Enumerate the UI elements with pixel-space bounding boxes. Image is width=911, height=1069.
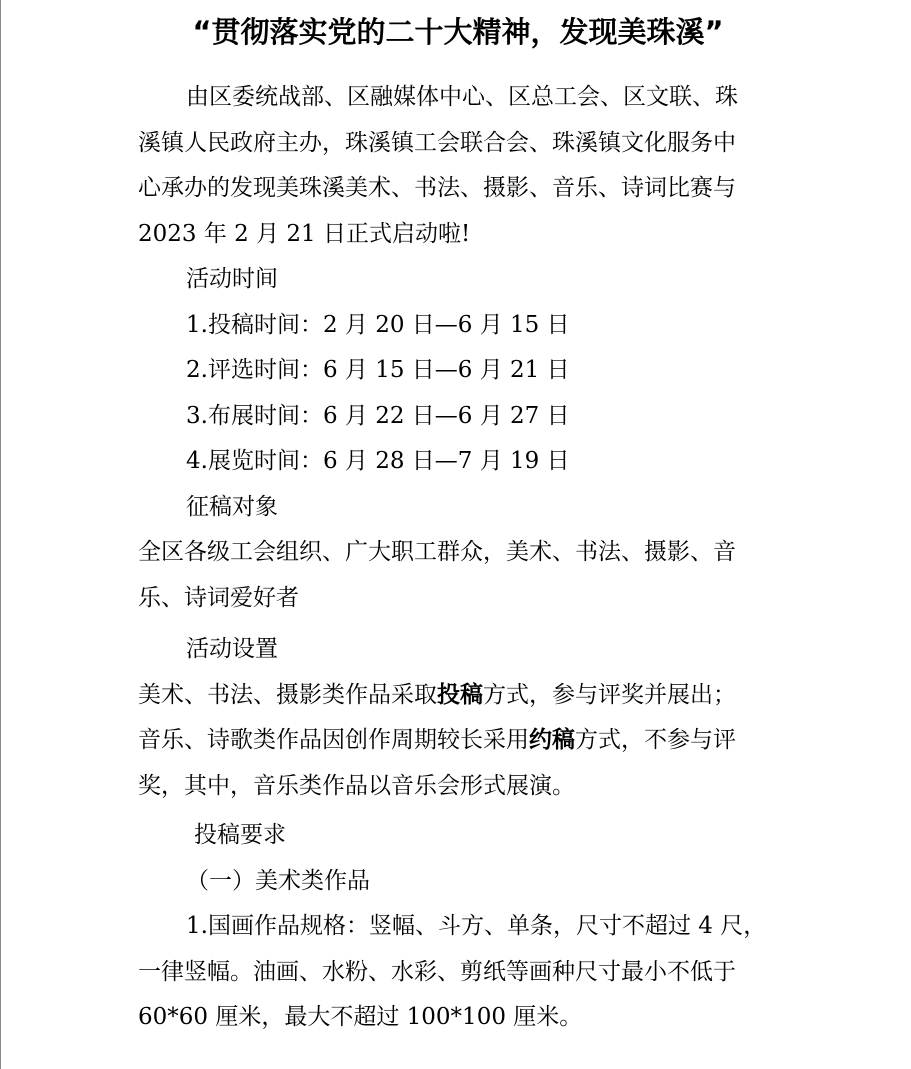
settings-text: 美术、书法、摄影类作品采取 [138,681,437,708]
schedule-item: 3.布展时间：6 月 22 日—6 月 27 日 [186,402,570,429]
schedule-item: 2.评选时间：6 月 15 日—6 月 21 日 [186,357,570,383]
intro-line: 溪镇人民政府主办，珠溪镇工会联合会、珠溪镇文化服务中 [138,129,736,156]
section-heading-settings: 活动设置 [186,636,278,662]
targets-line: 乐、诗词爱好者 [138,584,299,611]
requirements-section [138,813,778,1041]
settings-section [138,627,778,809]
settings-text: 方式，参与评奖并展出； [483,681,736,708]
settings-emphasis-submission: 投稿 [437,681,483,708]
schedule-section [138,257,778,485]
document-title: “贯彻落实党的二十大精神，发现美珠溪” [192,15,724,49]
intro-paragraph [138,75,778,257]
intro-line: 2023 年 2 月 21 日正式启动啦! [138,220,471,247]
settings-line [138,673,778,719]
settings-emphasis-commission: 约稿 [529,727,575,753]
document-page [138,0,778,1041]
targets-section [138,485,778,622]
schedule-item: 1.投稿时间：2 月 20 日—6 月 15 日 [186,311,570,338]
targets-line: 全区各级工会组织、广大职工群众，美术、书法、摄影、音 [138,539,736,565]
settings-line [138,718,778,764]
settings-text: 方式，不参与评 [575,727,736,753]
requirements-line: 1.国画作品规格：竖幅、斗方、单条，尺寸不超过 4 尺， [186,913,767,939]
page-edge-rule [0,0,1,1069]
requirements-line: 60*60 厘米，最大不超过 100*100 厘米。 [138,1004,583,1030]
settings-line: 奖，其中，音乐类作品以音乐会形式展演。 [138,772,575,799]
section-heading-schedule: 活动时间 [186,266,278,292]
section-heading-targets: 征稿对象 [186,493,278,520]
requirements-line: 一律竖幅。油画、水粉、水彩、剪纸等画种尺寸最小不低于 [138,958,736,985]
intro-line: 由区委统战部、区融媒体中心、区总工会、区文联、珠 [186,84,738,110]
subheading-art: （一）美术类作品 [186,867,370,894]
settings-text: 音乐、诗歌类作品因创作周期较长采用 [138,727,529,753]
section-heading-requirements: 投稿要求 [194,822,286,848]
schedule-item: 4.展览时间：6 月 28 日—7 月 19 日 [186,448,570,474]
intro-line: 心承办的发现美珠溪美术、书法、摄影、音乐、诗词比赛与 [138,175,736,201]
